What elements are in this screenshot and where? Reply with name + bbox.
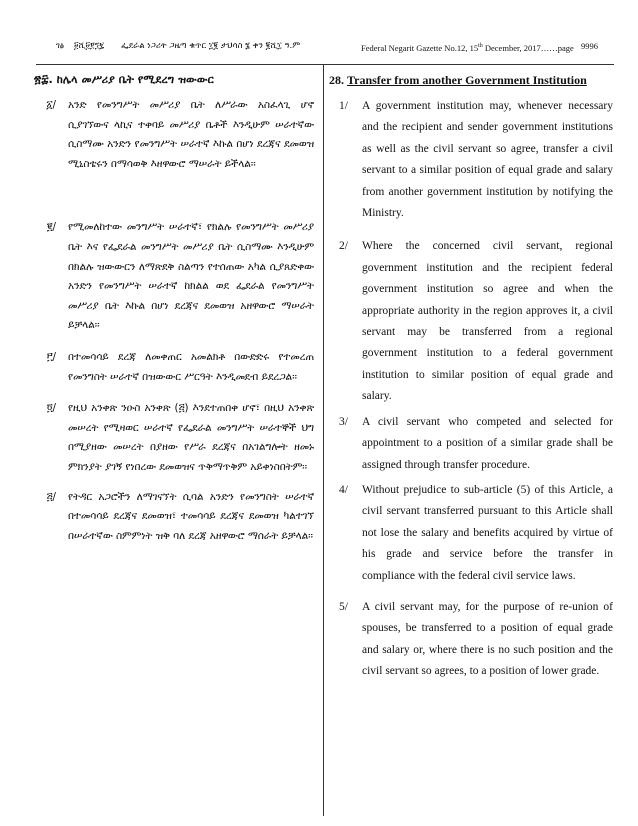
- column-divider: [323, 64, 324, 816]
- item-text: A civil servant may, for the purpose of re-union of spouses, be transferred to a position of equal grade and salary or, where there is no such position and the civil servant so agrees, to a position of lower grade.: [362, 600, 613, 678]
- item-text: Where the concerned civil servant, regional government institution and the recipient federal government institution so agree and when the appropriate authority in the region approves it, a civil servant may be transferred from a regional government institution to a federal government institution to similar position of equal grade and salary.: [362, 240, 613, 403]
- header-gazette-english: Federal Negarit Gazette No.12, 15th December, 2017……page: [361, 42, 574, 53]
- english-item: [329, 236, 613, 407]
- section-title-amharic: ፳፰. ከሌላ መሥሪያ ቤት የሚደረግ ዝውውር: [34, 73, 214, 86]
- section-title-english: [329, 72, 613, 88]
- item-number: 4/: [339, 483, 348, 496]
- item-text: አንድ የመንግሥት መሥሪያ ቤት ለሥራው አስፈላጊ ሆኖ ሲያገኘውና ላኪና ተቀባይ መሥሪያ ቤቶች እንዲሁም ሠራተኛው ሲስማሙ አንድን የመንግሥት ሠራተኛ እኩል በሆነ ደረጃና ደመወዝ ሚኒስቴሩን በማሳወቅ እዘዋውሮ ማሠራት ይችላል፡፡: [68, 99, 314, 170]
- amharic-item: [34, 488, 314, 547]
- header-page-number: 9996: [581, 41, 598, 51]
- section-number: 28.: [329, 73, 344, 87]
- english-item: [329, 597, 613, 683]
- item-text: Without prejudice to sub-article (5) of this Article, a civil servant transferred pursuant to this Article shall not lose the salary and benefits acquired by virtue of his grade and service before the transfer in compliance with the federal civil service laws.: [362, 483, 613, 582]
- item-number: 2/: [339, 240, 348, 253]
- item-text: የሚመለከተው መንግሥት ሠራተኛ፣ የክልሉ የመንግሥት መሥሪያ ቤት እና የፌደራል መንግሥት መሥሪያ ቤት ሲስማሙ እንዲሁም በክልሉ ዝውውርን ለማጽደቅ ስልጣን የተሰጠው አካል ሲያጸድቀው አንድን የመንግሥት ሠራተኛ ከክልል ወደ ፌደራል የመንግሥት መሥሪያ ቤት እኩል በሆነ ደረጃና ደመወዝ አዘዋውሮ ማሠራት ይቻላል፡፡: [68, 221, 314, 332]
- english-column: [329, 72, 613, 683]
- item-number: ፩/: [46, 99, 56, 111]
- header-rule: [36, 64, 614, 65]
- page-header: [0, 40, 638, 56]
- item-number: ፪/: [46, 221, 56, 234]
- amharic-item: [34, 96, 314, 174]
- item-number: ፭/: [46, 490, 56, 503]
- item-number: 5/: [339, 600, 348, 613]
- amharic-item: [34, 399, 314, 477]
- amharic-item: [34, 348, 314, 387]
- english-item: [329, 412, 613, 476]
- section-heading: Transfer from another Government Institution: [347, 73, 587, 87]
- item-text: በተመሳሳይ ደረጃ ለመቀጠር አመልክቶ በውድድሩ የተመረጠ የመንግስት ሠራተኛ በዝውውር ሥርዓት እንዲመደብ ይደረጋል፡፡: [68, 350, 314, 383]
- header-gazette-amharic: ፌደራል ነጋሪት ጋዜጣ ቁጥር ፲፪ ታህሳስ ፮ ቀን ፪ሺ፲ ዓ.ም: [121, 41, 301, 51]
- header-page-label: ገፅ: [56, 41, 64, 51]
- amharic-item: [34, 218, 314, 336]
- english-item: [329, 96, 613, 224]
- item-number: ፬/: [46, 402, 56, 415]
- item-number: ፫/: [46, 350, 56, 363]
- item-text: የትዳር አጋሮችን ለማገናኘት ሲባል አንድን የመንግስት ሠራተኛ በተመሳሳይ ደረጃና ደመወዝ፣ ተመሳሳይ ደረጃና ደመወዝ ካልተገኘ በሠራተኛው ስምምነት ዝቅ ባለ ደረጃ አዘዋውሮ ማሰራት ይቻላል፡፡: [68, 490, 314, 542]
- amharic-column: [34, 72, 314, 546]
- english-item: [329, 480, 613, 587]
- item-text: A civil servant who competed and selected for appointment to a position of a similar grade shall be assigned through transfer procedure.: [362, 415, 613, 471]
- item-number: 1/: [339, 100, 348, 112]
- item-number: 3/: [339, 415, 348, 428]
- header-page-number-amharic: ፱ሺ፱፻፺፯: [74, 41, 105, 51]
- item-text: A government institution may, whenever necessary and the recipient and sender government institutions as well as the civil servant so agree, transfer a civil servant to a similar position of equal grade and salary from another government institution by notifying the Ministry.: [362, 100, 613, 220]
- item-text: የዚህ አንቀጽ ንዑስ አንቀጽ (፭) እንደተጠበቀ ሆኖ፣ በዚህ አንቀጽ መሠረት የሚዛወር ሠራተኛ የፌደራል መንግሥት ሠራተኞች ህግ በሚያዘው መሠረት በያዘው የሥራ ደረጃና በአገልግሎት ዘመኑ ምክንያት ያገኝ የነበረው ደመወዝና ጥቅማጥቅም አይቀነስበትም፡፡: [68, 402, 314, 473]
